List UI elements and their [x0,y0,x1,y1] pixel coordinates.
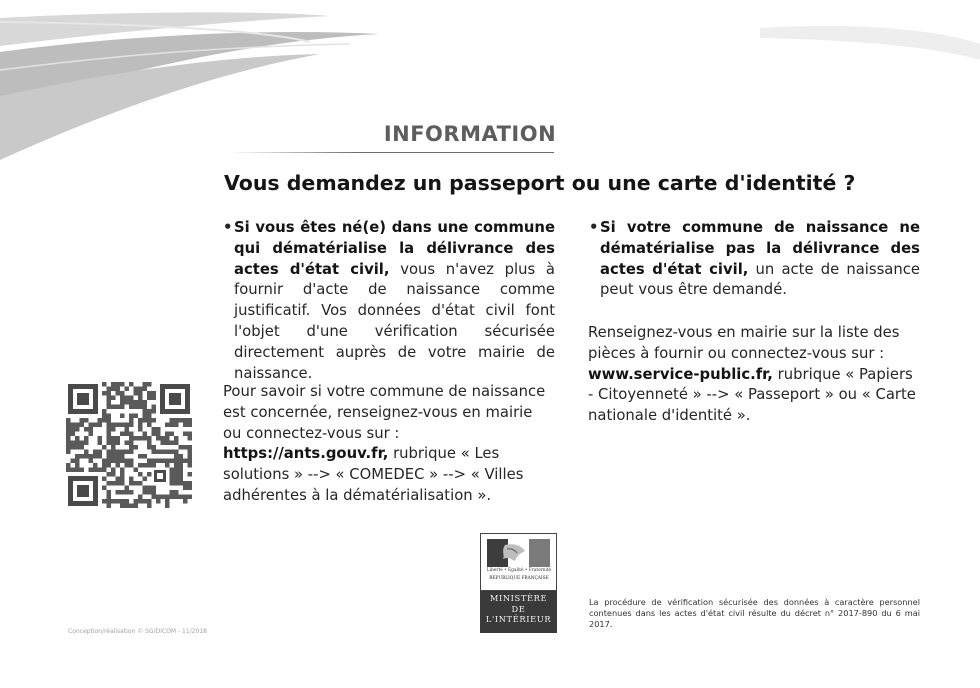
ants-link[interactable]: https://ants.gouv.fr, [223,445,389,463]
qr-code-icon[interactable] [66,382,192,508]
decorative-swoosh [0,0,980,200]
right-info-paragraph [588,323,920,427]
ministry-line-2: DE [511,603,526,614]
bullet-icon: • [223,219,233,236]
title-divider [230,152,554,153]
ministry-logo [480,533,557,633]
right-para2-start: Renseignez-vous en mairie sur la liste des pièces à fournir ou connectez-vous sur : [588,324,900,362]
page-title: INFORMATION [383,122,557,146]
right-bold-lead: Si votre commune de naissance ne dématérialise pas la délivrance des actes d'état civil, [600,219,920,278]
marianne-flag-icon [487,539,550,567]
design-credit: Conception/réalisation © SG/DICOM - 11/2018 [68,628,207,635]
left-bold-lead: Si vous êtes né(e) dans une commune qui dématérialise la délivrance des actes d'état civil, [234,219,555,278]
headline: Vous demandez un passeport ou une carte d'identité ? [224,171,856,195]
left-para2-start: Pour savoir si votre commune de naissance est concernée, renseignez-vous en mairie ou connectez-vous sur : [223,383,546,442]
republic-text: RÉPUBLIQUE FRANÇAISE [489,576,549,581]
left-para2-end: rubrique « Les solutions » --> « COMEDEC » --> « Villes adhérentes à la dématérialisation ». [223,445,524,504]
right-lead-text: un acte de naissance peut vous être demandé. [600,260,920,299]
left-info-paragraph [223,382,555,507]
right-bullet-paragraph [589,218,920,301]
bullet-icon: • [589,219,599,236]
right-para2-end: rubrique « Papiers - Citoyenneté » --> « Passeport » ou « Carte nationale d'identité ». [588,365,916,425]
ministry-line-3: L'INTÉRIEUR [485,614,552,624]
legal-notice: La procédure de vérification sécurisée des données à caractère personnel contenues dans les actes d'état civil résulte du décret n° 2017-890 du 6 mai 2017. [589,597,920,629]
marianne-box [480,533,557,591]
ministry-line-1: MINISTÈRE [489,593,548,603]
left-bullet-paragraph [223,218,555,384]
ministry-name [480,591,557,633]
left-lead-text: vous n'avez plus à fournir d'acte de naissance comme justificatif. Vos données d'état civil font l'objet d'une vérification sécurisée directement auprès de votre mairie de naissance. [234,260,555,382]
motto-text: Liberté • Égalité • Fraternité [486,568,552,573]
service-public-link[interactable]: www.service-public.fr, [588,365,773,383]
